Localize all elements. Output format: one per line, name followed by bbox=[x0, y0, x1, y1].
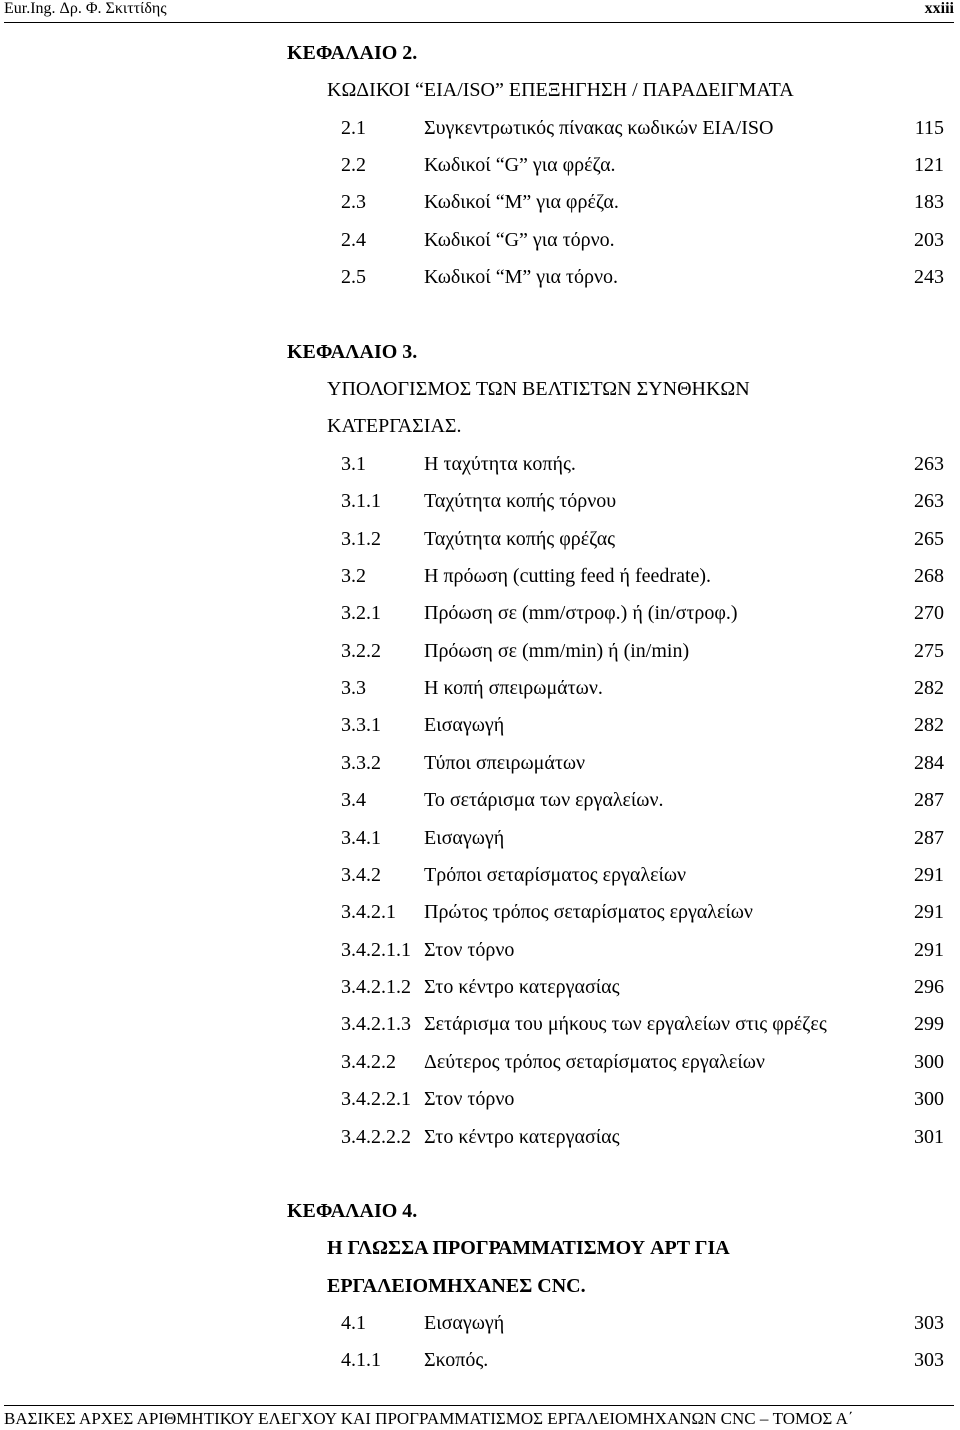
entry-page: 243 bbox=[914, 266, 944, 288]
toc-entry[interactable] bbox=[0, 1051, 960, 1079]
entry-number: 3.4.2.1 bbox=[341, 901, 396, 923]
entry-number: 3.4.2.1.2 bbox=[341, 976, 411, 998]
entry-number: 3.2.2 bbox=[341, 640, 381, 662]
page-number: xxiii bbox=[924, 0, 954, 17]
toc-entry[interactable] bbox=[0, 640, 960, 668]
entry-title: Πρώτος τρόπος σεταρίσματος εργαλείων bbox=[424, 901, 753, 923]
entry-number: 3.4.2.1.3 bbox=[341, 1013, 411, 1035]
entry-page: 291 bbox=[914, 939, 944, 961]
entry-page: 287 bbox=[914, 827, 944, 849]
entry-page: 275 bbox=[914, 640, 944, 662]
entry-title: Πρόωση σε (mm/min) ή (in/min) bbox=[424, 640, 690, 662]
toc-entry[interactable] bbox=[0, 602, 960, 630]
entry-title: Εισαγωγή bbox=[424, 1312, 505, 1334]
toc-entry[interactable] bbox=[0, 453, 960, 481]
entry-page: 282 bbox=[914, 714, 944, 736]
entry-title: Δεύτερος τρόπος σεταρίσματος εργαλείων bbox=[424, 1051, 765, 1073]
chapter-label: ΚΕΦΑΛΑΙΟ 3. bbox=[287, 341, 418, 363]
chapter-title: ΕΡΓΑΛΕΙΟΜΗΧΑΝΕΣ CNC. bbox=[327, 1275, 586, 1297]
entry-page: 263 bbox=[914, 453, 944, 475]
toc-entry[interactable] bbox=[0, 191, 960, 219]
toc-entry[interactable] bbox=[0, 154, 960, 182]
entry-number: 2.5 bbox=[341, 266, 366, 288]
entry-number: 3.3.2 bbox=[341, 752, 381, 774]
entry-number: 2.1 bbox=[341, 117, 366, 139]
toc-entry[interactable] bbox=[0, 117, 960, 145]
entry-number: 3.3.1 bbox=[341, 714, 381, 736]
toc-entry[interactable] bbox=[0, 789, 960, 817]
entry-title: Τύποι σπειρωμάτων bbox=[424, 752, 586, 774]
entry-title: Σετάρισμα του μήκους των εργαλείων στις φρέζες bbox=[424, 1013, 827, 1035]
entry-title: Εισαγωγή bbox=[424, 827, 505, 849]
toc-entry[interactable] bbox=[0, 1013, 960, 1041]
chapter-title: Η ΓΛΩΣΣΑ ΠΡΟΓΡΑΜΜΑΤΙΣΜΟΥ APT ΓΙΑ bbox=[327, 1237, 730, 1259]
entry-page: 265 bbox=[914, 528, 944, 550]
toc-entry[interactable] bbox=[0, 976, 960, 1004]
chapter-title: ΥΠΟΛΟΓΙΣΜΟΣ ΤΩΝ ΒΕΛΤΙΣΤΩΝ ΣΥΝΘΗΚΩΝ bbox=[327, 378, 750, 400]
entry-number: 3.2.1 bbox=[341, 602, 381, 624]
entry-title: Στον τόρνο bbox=[424, 1088, 515, 1110]
entry-page: 115 bbox=[914, 117, 944, 139]
entry-page: 282 bbox=[914, 677, 944, 699]
entry-number: 3.4.2.2 bbox=[341, 1051, 396, 1073]
page-header bbox=[4, 0, 954, 23]
entry-number: 3.4.2.2.2 bbox=[341, 1126, 411, 1148]
entry-page: 300 bbox=[914, 1051, 944, 1073]
entry-page: 203 bbox=[914, 229, 944, 251]
entry-number: 3.4.2.1.1 bbox=[341, 939, 411, 961]
chapter-title: ΚΩΔΙΚΟΙ “EIA/ISO” ΕΠΕΞΗΓΗΣΗ / ΠΑΡΑΔΕΙΓΜΑΤΑ bbox=[327, 79, 794, 101]
entry-title: Η κοπή σπειρωμάτων. bbox=[424, 677, 603, 699]
entry-number: 3.2 bbox=[341, 565, 366, 587]
toc-entry[interactable] bbox=[0, 939, 960, 967]
entry-number: 3.4.2 bbox=[341, 864, 381, 886]
toc-entry[interactable] bbox=[0, 827, 960, 855]
entry-page: 296 bbox=[914, 976, 944, 998]
toc-entry[interactable] bbox=[0, 1312, 960, 1340]
entry-page: 284 bbox=[914, 752, 944, 774]
entry-number: 2.2 bbox=[341, 154, 366, 176]
entry-number: 4.1 bbox=[341, 1312, 366, 1334]
entry-page: 299 bbox=[914, 1013, 944, 1035]
entry-number: 2.4 bbox=[341, 229, 366, 251]
entry-page: 303 bbox=[914, 1312, 944, 1334]
entry-page: 300 bbox=[914, 1088, 944, 1110]
toc-entry[interactable] bbox=[0, 1088, 960, 1116]
entry-title: Τρόποι σεταρίσματος εργαλείων bbox=[424, 864, 687, 886]
entry-title: Κωδικοί “G” για τόρνο. bbox=[424, 229, 615, 251]
entry-page: 301 bbox=[914, 1126, 944, 1148]
page-footer bbox=[4, 1405, 954, 1430]
entry-title: Το σετάρισμα των εργαλείων. bbox=[424, 789, 664, 811]
entry-title: Κωδικοί “G” για φρέζα. bbox=[424, 154, 616, 176]
entry-number: 4.1.1 bbox=[341, 1349, 381, 1371]
entry-title: Συγκεντρωτικός πίνακας κωδικών EIA/ISO bbox=[424, 117, 774, 139]
entry-page: 268 bbox=[914, 565, 944, 587]
entry-number: 3.4.1 bbox=[341, 827, 381, 849]
author-name: Eur.Ing. Δρ. Φ. Σκιττίδης bbox=[4, 0, 167, 17]
entry-page: 287 bbox=[914, 789, 944, 811]
entry-page: 263 bbox=[914, 490, 944, 512]
entry-title: Κωδικοί “M” για τόρνο. bbox=[424, 266, 618, 288]
entry-number: 2.3 bbox=[341, 191, 366, 213]
entry-number: 3.1.2 bbox=[341, 528, 381, 550]
entry-number: 3.4.2.2.1 bbox=[341, 1088, 411, 1110]
toc-entry[interactable] bbox=[0, 901, 960, 929]
entry-page: 291 bbox=[914, 901, 944, 923]
toc-entry[interactable] bbox=[0, 1126, 960, 1154]
entry-title: Σκοπός. bbox=[424, 1349, 489, 1371]
toc-entry[interactable] bbox=[0, 528, 960, 556]
toc-entry[interactable] bbox=[0, 677, 960, 705]
entry-number: 3.1 bbox=[341, 453, 366, 475]
book-title: ΒΑΣΙΚΕΣ ΑΡΧΕΣ ΑΡΙΘΜΗΤΙΚΟΥ ΕΛΕΓΧΟΥ ΚΑΙ ΠΡΟΓΡΑΜΜΑΤΙΣΜΟΣ ΕΡΓΑΛΕΙΟΜΗΧΑΝΩΝ CNC – ΤΟΜΟΣ Α΄ bbox=[4, 1409, 854, 1428]
entry-title: Στο κέντρο κατεργασίας bbox=[424, 1126, 620, 1148]
entry-title: Στο κέντρο κατεργασίας bbox=[424, 976, 620, 998]
toc-entry[interactable] bbox=[0, 565, 960, 593]
entry-page: 183 bbox=[914, 191, 944, 213]
chapter-label: ΚΕΦΑΛΑΙΟ 2. bbox=[287, 42, 418, 64]
toc-entry[interactable] bbox=[0, 714, 960, 742]
entry-number: 3.1.1 bbox=[341, 490, 381, 512]
toc-entry[interactable] bbox=[0, 1349, 960, 1377]
entry-page: 121 bbox=[914, 154, 944, 176]
entry-page: 270 bbox=[914, 602, 944, 624]
entry-page: 303 bbox=[914, 1349, 944, 1371]
entry-title: Εισαγωγή bbox=[424, 714, 505, 736]
toc-entry[interactable] bbox=[0, 229, 960, 257]
toc-entry[interactable] bbox=[0, 864, 960, 892]
entry-title: Η πρόωση (cutting feed ή feedrate). bbox=[424, 565, 712, 587]
chapter-title: ΚΑΤΕΡΓΑΣΙΑΣ. bbox=[327, 415, 462, 437]
entry-title: Ταχύτητα κοπής τόρνου bbox=[424, 490, 617, 512]
entry-title: Πρόωση σε (mm/στροφ.) ή (in/στροφ.) bbox=[424, 602, 738, 624]
chapter-label: ΚΕΦΑΛΑΙΟ 4. bbox=[287, 1200, 418, 1222]
entry-page: 291 bbox=[914, 864, 944, 886]
entry-title: Κωδικοί “M” για φρέζα. bbox=[424, 191, 619, 213]
entry-title: Ταχύτητα κοπής φρέζας bbox=[424, 528, 616, 550]
entry-number: 3.4 bbox=[341, 789, 366, 811]
entry-title: Η ταχύτητα κοπής. bbox=[424, 453, 576, 475]
toc-entry[interactable] bbox=[0, 752, 960, 780]
toc-entry[interactable] bbox=[0, 266, 960, 294]
entry-number: 3.3 bbox=[341, 677, 366, 699]
toc-entry[interactable] bbox=[0, 490, 960, 518]
entry-title: Στον τόρνο bbox=[424, 939, 515, 961]
